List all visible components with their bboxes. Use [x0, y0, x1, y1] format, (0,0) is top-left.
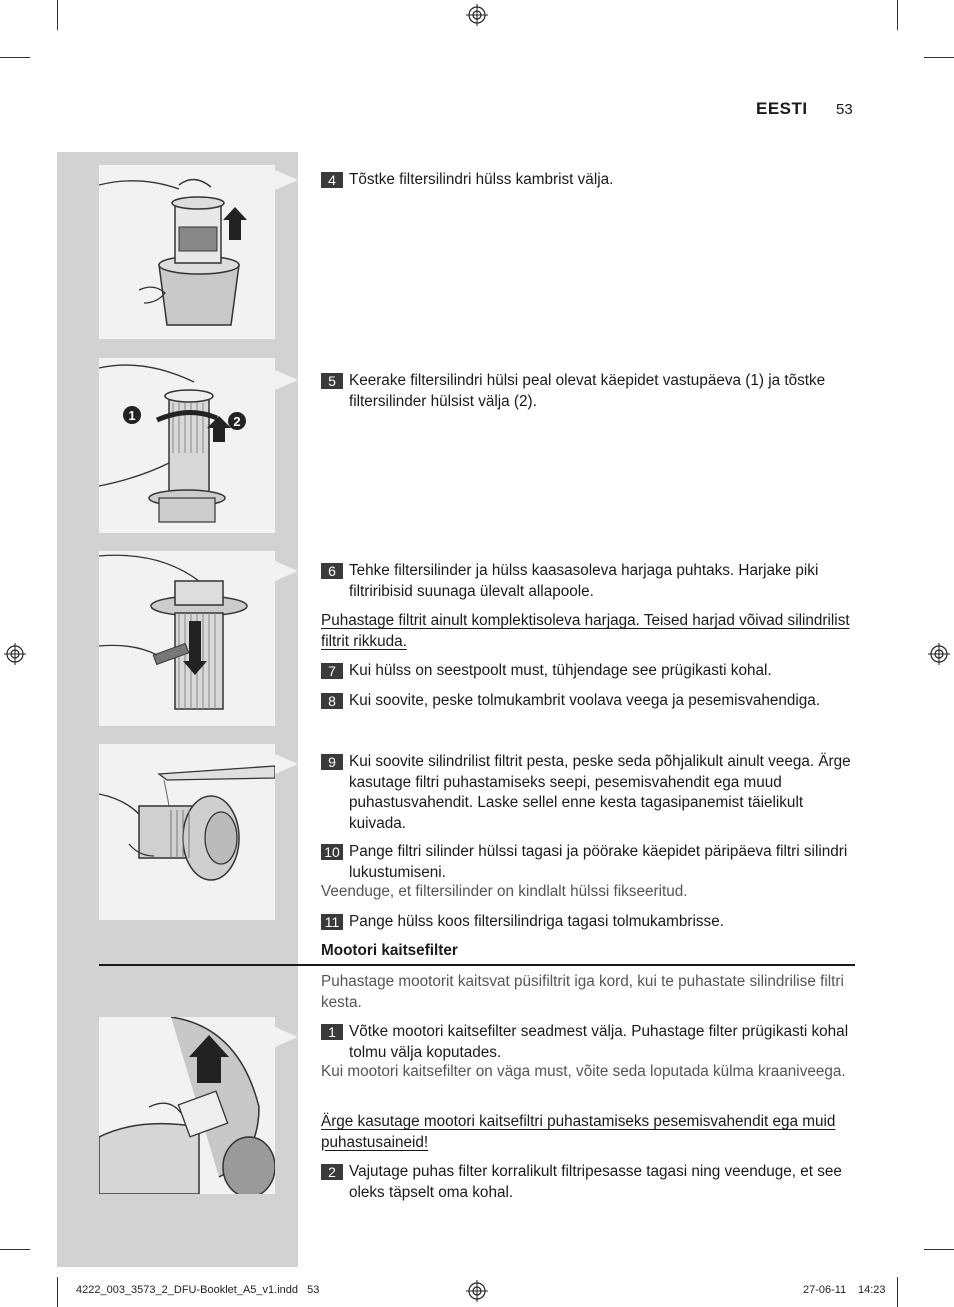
callout-1-label: 1	[128, 408, 136, 423]
crop-mark	[924, 1249, 954, 1250]
footer-date: 27-06-11	[803, 1284, 847, 1296]
step-text: Keerake filtersilindri hülsi peal olevat käepidet vastupäeva (1) ja tõstke filtersilinder hülsist välja (2).	[349, 372, 826, 410]
step-text: Pange filtri silinder hülssi tagasi ja pöörake käepidet päripäeva filtri silindri lukustumiseni.	[349, 843, 848, 881]
step-text: Tõstke filtersilindri hülss kambrist välja.	[349, 171, 614, 188]
warning-text: Puhastage filtrit ainult komplektisoleva harjaga. Teised harjad võivad silindrilist filtrit rikkuda.	[321, 612, 850, 650]
crop-mark	[0, 1249, 30, 1250]
step-number-badge: 7	[321, 663, 343, 679]
step-number-badge: 4	[321, 172, 343, 188]
illustration-pointer	[275, 561, 298, 581]
illustration-brush-filter	[99, 551, 275, 726]
step-6	[321, 561, 851, 602]
page-number: 53	[836, 101, 853, 118]
illustration-pointer	[275, 754, 298, 774]
note-rinse-motor-filter: Kui mootori kaitsefilter on väga must, võite seda loputada külma kraaniveega.	[321, 1063, 846, 1080]
step-text: Vajutage puhas filter korralikult filtripesasse tagasi ning veenduge, et see oleks täpselt oma kohal.	[349, 1163, 842, 1201]
step-text: Võtke mootori kaitsefilter seadmest välja. Puhastage filter prügikasti kohal tolmu välja koputades.	[349, 1023, 849, 1061]
step-number-badge: 2	[321, 1164, 343, 1180]
step-4	[321, 170, 851, 191]
illustration-motor-filter	[99, 1017, 275, 1194]
crop-mark	[0, 57, 30, 58]
step-number-badge: 10	[321, 844, 343, 860]
step-number-badge: 11	[321, 914, 343, 930]
illustration-lift-sleeve	[99, 165, 275, 339]
crop-mark	[897, 0, 898, 30]
illustration-rinse-filter	[99, 744, 275, 920]
step-7	[321, 661, 851, 682]
step-number-badge: 6	[321, 563, 343, 579]
step-text: Tehke filtersilinder ja hülss kaasasoleva harjaga puhtaks. Harjake piki filtriribisid suunaga ülevalt allapoole.	[349, 562, 819, 600]
step-8	[321, 691, 851, 712]
callout-2-label: 2	[233, 414, 241, 429]
illustration-pointer	[275, 1027, 298, 1047]
step-number-badge: 8	[321, 693, 343, 709]
step-11	[321, 912, 851, 933]
step-10	[321, 842, 851, 883]
step-text: Kui soovite silindrilist filtrit pesta, peske seda põhjalikult ainult veega. Ärge kasutage filtri puhastamiseks seepi, pesemisvahendit ega muud puhastusvahendit. Laske sellel enne kesta tagasipanemist täielikult kuivada.	[349, 753, 851, 832]
language-label: EESTI	[756, 99, 808, 118]
crop-mark	[924, 57, 954, 58]
registration-mark-icon	[928, 643, 950, 665]
section-title: Mootori kaitsefilter	[321, 942, 458, 959]
step-number-badge: 1	[321, 1024, 343, 1040]
illustration-pointer	[275, 170, 298, 190]
footer-time: 14:23	[858, 1284, 886, 1296]
step-number-badge: 5	[321, 373, 343, 389]
crop-mark	[897, 1277, 898, 1307]
step-text: Kui soovite, peske tolmukambrit voolava veega ja pesemisvahendiga.	[349, 692, 821, 709]
registration-mark-icon	[4, 643, 26, 665]
motor-step-1	[321, 1022, 851, 1063]
registration-mark-icon	[466, 1280, 488, 1302]
motor-step-2	[321, 1162, 851, 1203]
footer-filename: 4222_003_3573_2_DFU-Booklet_A5_v1.indd 53	[76, 1284, 320, 1296]
section-divider	[99, 964, 855, 966]
section-intro: Puhastage mootorit kaitsvat püsifiltrit iga kord, kui te puhastate silindrilise filtri kesta.	[321, 973, 844, 1011]
warning-detergent	[321, 1112, 851, 1153]
registration-mark-icon	[466, 4, 488, 26]
step-text: Kui hülss on seestpoolt must, tühjendage see prügikasti kohal.	[349, 662, 772, 679]
illustration-pointer	[275, 370, 298, 390]
step-5	[321, 371, 851, 412]
note-filter-fixed: Veenduge, et filtersilinder on kindlalt hülssi fikseeritud.	[321, 883, 688, 900]
crop-mark	[57, 0, 58, 30]
step-9	[321, 752, 851, 834]
crop-mark	[57, 1277, 58, 1307]
step-number-badge: 9	[321, 754, 343, 770]
warning-brush	[321, 611, 851, 652]
warning-text: Ärge kasutage mootori kaitsefiltri puhastamiseks pesemisvahendit ega muid puhastusaineid!	[321, 1113, 836, 1151]
illustration-rotate-handle	[99, 358, 275, 533]
step-text: Pange hülss koos filtersilindriga tagasi tolmukambrisse.	[349, 913, 724, 930]
